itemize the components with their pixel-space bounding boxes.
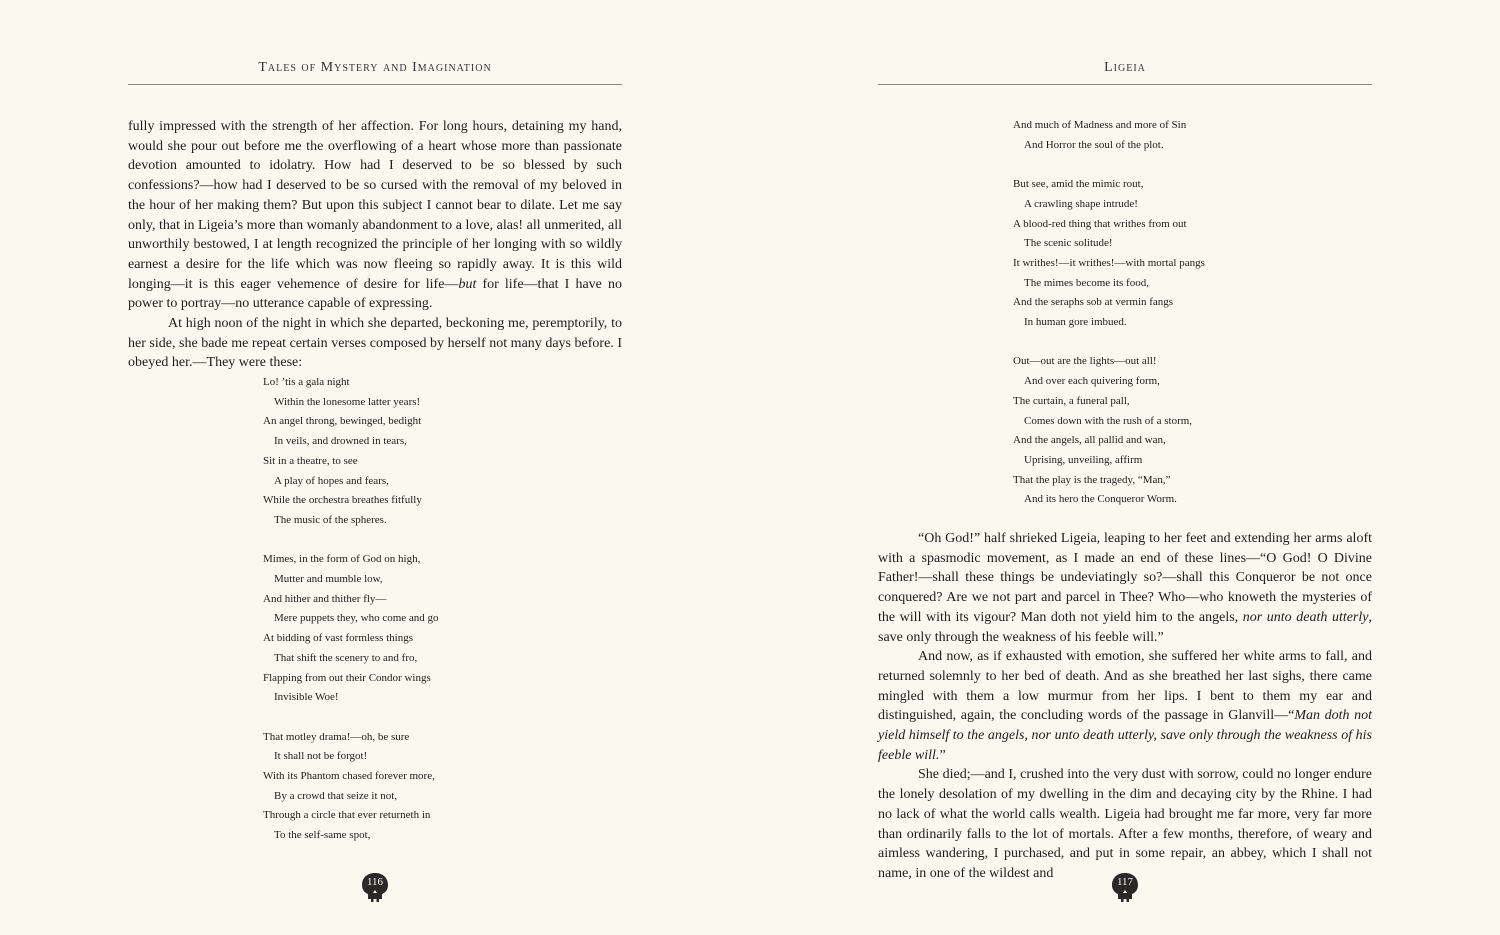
verse-line: A blood-red thing that writhes from out: [1013, 217, 1187, 230]
page-number-right: 117: [1116, 876, 1134, 888]
verse-line: That shift the scenery to and fro,: [274, 651, 418, 664]
text-run: “Oh God!” half shrieked Ligeia, leaping to her feet and extending her arms aloft with a spasmodic movement, as I made an end of these lines—“O God! O Divine Father!—shall these things be undeviatingly so?—shall this Conqueror be not once conquered? Are we not part and parcel in Thee? Who—who knoweth the mysteries of the will with its vigour? Man doth not yield him to the angels,: [878, 531, 1372, 625]
verse-line: The mimes become its food,: [1024, 276, 1149, 289]
verse-line: Within the lonesome latter years!: [274, 395, 421, 408]
verse-line: Flapping from out their Condor wings: [263, 671, 431, 684]
verse-line: Lo! ’tis a gala night: [263, 376, 350, 388]
verse-line: In veils, and drowned in tears,: [274, 435, 407, 448]
verse-line: At bidding of vast formless things: [263, 632, 414, 645]
stanza-break: [263, 708, 623, 728]
prose-block-bottom: [878, 529, 1372, 884]
folio-right: [1111, 872, 1139, 904]
verse-line: And over each quivering form,: [1024, 375, 1160, 388]
verse-line: Invisible Woe!: [274, 691, 339, 704]
verse-line: To the self-same spot,: [274, 829, 371, 842]
running-head-left: Tales of Mystery and Imagination: [258, 60, 492, 75]
text-run: At high noon of the night in which she departed, beckoning me, peremptorily, to her side, she bade me repeat certain verses composed by herself not many days before. I obeyed her.—They were these:: [128, 316, 622, 371]
stanza-break: [1013, 333, 1373, 353]
verse-line: That motley drama!—oh, be sure: [263, 730, 410, 743]
verse-line: It writhes!—it writhes!—with mortal pangs: [1013, 256, 1205, 269]
stanza-break: [1013, 155, 1373, 175]
italic-text: nor unto death utterly: [1242, 609, 1369, 625]
verse-line: And the angels, all pallid and wan,: [1013, 434, 1166, 447]
verse-line: And Horror the soul of the plot.: [1024, 138, 1164, 151]
paragraph: [878, 647, 1372, 765]
right-page: [750, 0, 1500, 935]
paragraph: [878, 765, 1372, 883]
verse-line: The scenic solitude!: [1024, 237, 1113, 250]
verse-line: And hither and thither fly—: [263, 592, 387, 605]
verse-line: In human gore imbued.: [1024, 316, 1127, 329]
paragraph: [128, 117, 622, 314]
page-number-left: 116: [366, 876, 384, 888]
poem-block-right: [1013, 116, 1373, 510]
paragraph: [878, 529, 1372, 647]
verse-line: The music of the spheres.: [274, 513, 387, 526]
text-run: fully impressed with the strength of her affection. For long hours, detaining my hand, would she pour out before me the overflowing of a heart whose more than passionate devotion amounted to idolatry. How had I deserved to be so blessed by such confessions?—how had I deserved to be so cursed with the removal of my beloved in the hour of her making them? But upon this subject I cannot bear to dilate. Let me say only, that in Ligeia’s more than womanly abandonment to a love, alas! all unmerited, all unworthily bestowed, I at length recognized the principle of her longing with so wildly earnest a desire for the life which was now fleeing so rapidly away. It is this wild longing—it is this eager vehemence of desire for life—: [128, 119, 622, 292]
running-head-right: Ligeia: [1104, 60, 1146, 75]
verse-line: An angel throng, bewinged, bedight: [263, 415, 422, 428]
verse-line: With its Phantom chased forever more,: [263, 770, 435, 783]
verse-line: Uprising, unveiling, affirm: [1024, 453, 1143, 466]
verse-line: Comes down with the rush of a storm,: [1024, 414, 1193, 427]
verse-line: The curtain, a funeral pall,: [1013, 394, 1130, 407]
text-run: And now, as if exhausted with emotion, she suffered her white arms to fall, and returned solemnly to her bed of death. And as she breathed her last sighs, there came mingled with them a low murmur from her lips. I bent to them my ear and distinguished, again, the concluding words of the passage in Glanvill—“: [878, 649, 1372, 724]
italic-text: Man doth not yield himself to the angels, nor unto death utterly, save only through the weakness of his feeble will.: [878, 708, 1372, 763]
verse-line: By a crowd that seize it not,: [274, 789, 398, 802]
verse-line: A play of hopes and fears,: [274, 474, 389, 487]
verse-line: Mimes, in the form of God on high,: [263, 553, 421, 566]
verse-line: And much of Madness and more of Sin: [1013, 119, 1187, 131]
italic-text: but: [458, 276, 477, 292]
verse-line: But see, amid the mimic rout,: [1013, 178, 1144, 191]
verse-line: Sit in a theatre, to see: [263, 454, 358, 467]
text-run: for life—that I have no power to portray—no utterance capable of expressing.: [128, 276, 622, 312]
stanza-break: [263, 531, 623, 551]
header-rule-right: [878, 84, 1372, 85]
prose-block-top: [128, 117, 622, 373]
verse-line: It shall not be forgot!: [274, 750, 368, 763]
poem-block-left: [263, 373, 623, 846]
verse-line: Mere puppets they, who come and go: [274, 612, 439, 625]
verse-line: Mutter and mumble low,: [274, 573, 383, 586]
text-run: ”: [939, 747, 946, 763]
text-run: She died;—and I, crushed into the very dust with sorrow, could no longer endure the lonely desolation of my dwelling in the dim and decaying city by the Rhine. I had no lack of what the world calls wealth. Ligeia had brought me far more, very far more than ordinarily falls to the lot of mortals. After a few months, therefore, of weary and aimless wandering, I purchased, and put in some repair, an abbey, which I shall not name, in one of the wildest and: [878, 767, 1372, 881]
paragraph: [128, 314, 622, 373]
verse-line: And its hero the Conqueror Worm.: [1024, 493, 1177, 506]
header-rule-left: [128, 84, 622, 85]
verse-line: Through a circle that ever returneth in: [263, 809, 431, 822]
folio-left: [361, 872, 389, 904]
verse-line: And the seraphs sob at vermin fangs: [1013, 296, 1174, 309]
verse-line: That the play is the tragedy, “Man,”: [1013, 473, 1171, 486]
verse-line: A crawling shape intrude!: [1024, 197, 1138, 210]
text-run: , save only through the weakness of his feeble will.”: [878, 609, 1372, 645]
verse-line: Out—out are the lights—out all!: [1013, 355, 1157, 368]
verse-line: While the orchestra breathes fitfully: [263, 494, 422, 507]
